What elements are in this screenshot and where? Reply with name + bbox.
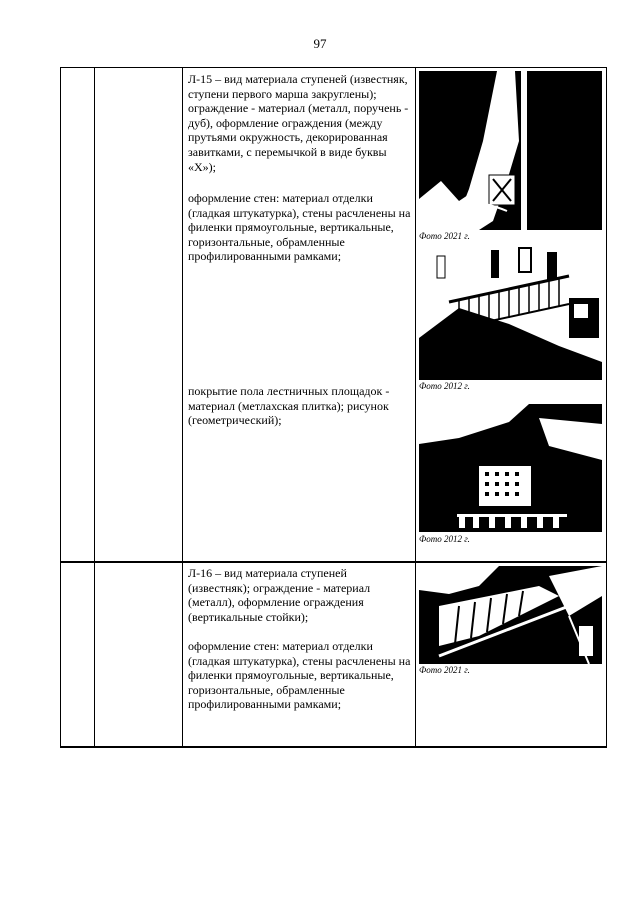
- wall-description: оформление стен: материал отделки (гладкая штукатурка), стены расчленены на филенки прямоугольные, вертикальные, горизонтальные, обрамленные профилированными рамками;: [188, 639, 411, 712]
- photo-caption: Фото 2012 г.: [419, 534, 470, 544]
- stair-description: Л-16 – вид материала ступеней (известняк); ограждение - материал (металл), оформление ограждения (вертикальные стойки);: [188, 566, 371, 624]
- name-cell: [95, 68, 183, 563]
- wall-description: оформление стен: материал отделки (гладкая штукатурка), стены расчленены на филенки прямоугольные, вертикальные, горизонтальные, обрамленные профилированными рамками;: [188, 191, 411, 264]
- monument-description-table: [60, 67, 607, 748]
- photo-cell: [416, 562, 607, 747]
- index-cell: [61, 562, 95, 747]
- table-row: [61, 68, 607, 563]
- photo-caption: Фото 2021 г.: [419, 231, 470, 241]
- page-number: 97: [313, 36, 327, 51]
- description-cell: [183, 562, 416, 747]
- photo-cell: [416, 68, 607, 563]
- stair-description: Л-15 – вид материала ступеней (известняк, ступени первого марша закруглены); ограждение - материал (металл, поручень - дуб), оформление ограждения (между прутьями окружность, декорированная завитками, с перемычкой в виде буквы «Х»);: [188, 72, 409, 174]
- photo-staircase-2021: [419, 71, 602, 230]
- description-cell: [183, 68, 416, 563]
- floor-description: покрытие пола лестничных площадок - материал (метлахская плитка); рисунок (геометрический);: [188, 384, 390, 428]
- name-cell: [95, 562, 183, 747]
- photo-caption: Фото 2021 г.: [419, 665, 470, 675]
- photo-floor-2012: [419, 404, 602, 532]
- photo-railing-2012: [419, 242, 602, 380]
- table-row: [61, 562, 607, 747]
- index-cell: [61, 68, 95, 563]
- photo-staircase-2021: [419, 566, 602, 664]
- photo-caption: Фото 2012 г.: [419, 381, 470, 391]
